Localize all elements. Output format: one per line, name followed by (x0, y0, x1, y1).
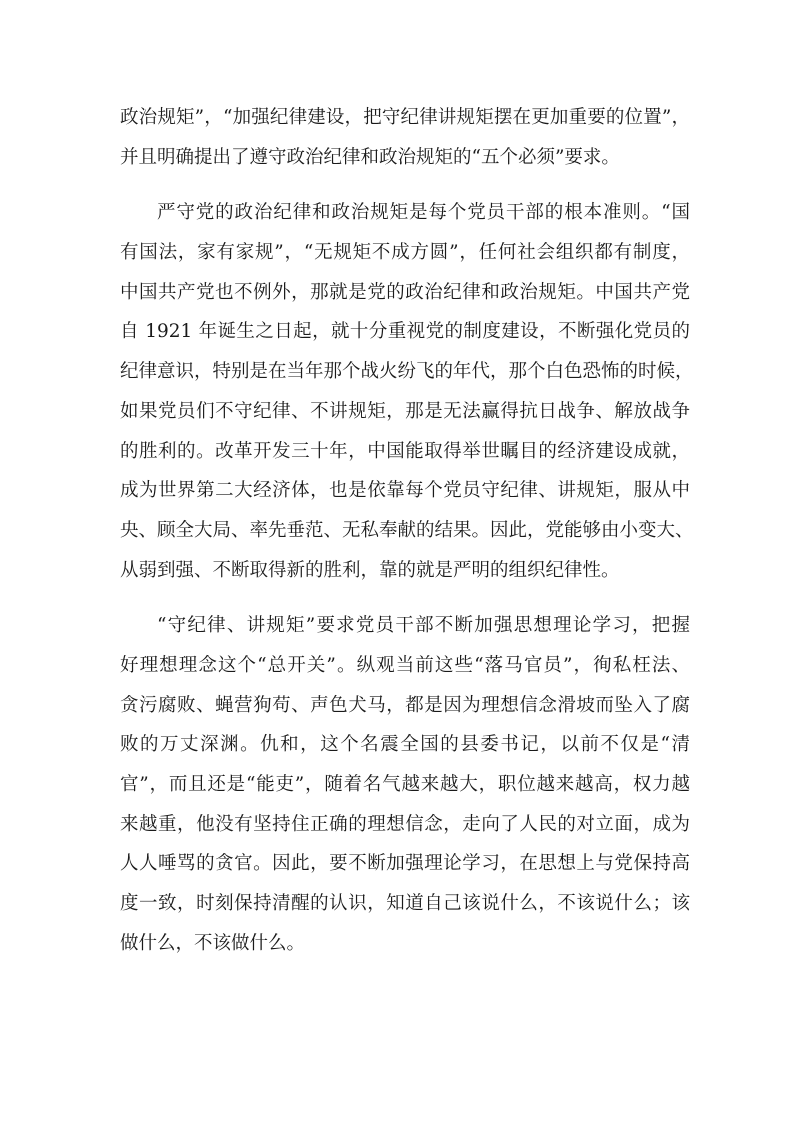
paragraph (120, 98, 690, 177)
text-line: 央、顾全大局、率先垂范、无私奉献的结果。因此，党能够由小变大、 (120, 519, 694, 541)
text-line: “守纪律、讲规矩”要求党员干部不断加强思想理论学习，把握 (157, 615, 690, 637)
text-line: 贪污腐败、蝇营狗苟、声色犬马，都是因为理想信念滑坡而坠入了腐 (120, 694, 690, 716)
text-line: 官”，而且还是“能吏”，随着名气越来越大，职位越来越高，权力越 (120, 774, 690, 795)
text-line: 自 1921 年诞生之日起，就十分重视党的制度建设，不断强化党员的 (120, 321, 690, 343)
document-body (120, 98, 694, 979)
paragraph (120, 193, 694, 590)
text-line: 政治规矩”，“加强纪律建设，把守纪律讲规矩摆在更加重要的位置”， (120, 107, 690, 128)
text-line: 做什么，不该做什么。 (120, 932, 306, 954)
text-line: 败的万丈深渊。仇和，这个名震全国的县委书记，以前不仅是“清 (120, 734, 690, 756)
text-line: 并且明确提出了遵守政治纪律和政治规矩的“五个必须”要求。 (120, 146, 620, 168)
text-line: 有国法，家有家规”，“无规矩不成方圆”，任何社会组织都有制度， (120, 242, 690, 264)
text-line: 成为世界第二大经济体，也是依靠每个党员守纪律、讲规矩，服从中 (120, 480, 690, 502)
text-line: 人人唾骂的贪官。因此，要不断加强理论学习，在思想上与党保持高 (120, 853, 690, 875)
text-line: 度一致，时刻保持清醒的认识，知道自己该说什么，不该说什么；该 (120, 893, 690, 915)
text-line: 严守党的政治纪律和政治规矩是每个党员干部的根本准则。“国 (157, 202, 690, 224)
text-line: 纪律意识，特别是在当年那个战火纷飞的年代，那个白色恐怖的时候， (120, 361, 694, 383)
text-line: 从弱到强、不断取得新的胜利，靠的就是严明的组织纪律性。 (120, 559, 620, 581)
text-line: 来越重，他没有坚持住正确的理想信念，走向了人民的对立面，成为 (120, 813, 690, 835)
paragraph (120, 606, 690, 963)
text-line: 如果党员们不守纪律、不讲规矩，那是无法赢得抗日战争、解放战争 (120, 400, 690, 422)
text-line: 中国共产党也不例外，那就是党的政治纪律和政治规矩。中国共产党 (120, 281, 690, 303)
text-line: 好理想理念这个“总开关”。纵观当前这些“落马官员”，徇私枉法、 (120, 654, 690, 676)
text-line: 的胜利的。改革开发三十年，中国能取得举世瞩目的经济建设成就， (120, 440, 690, 462)
